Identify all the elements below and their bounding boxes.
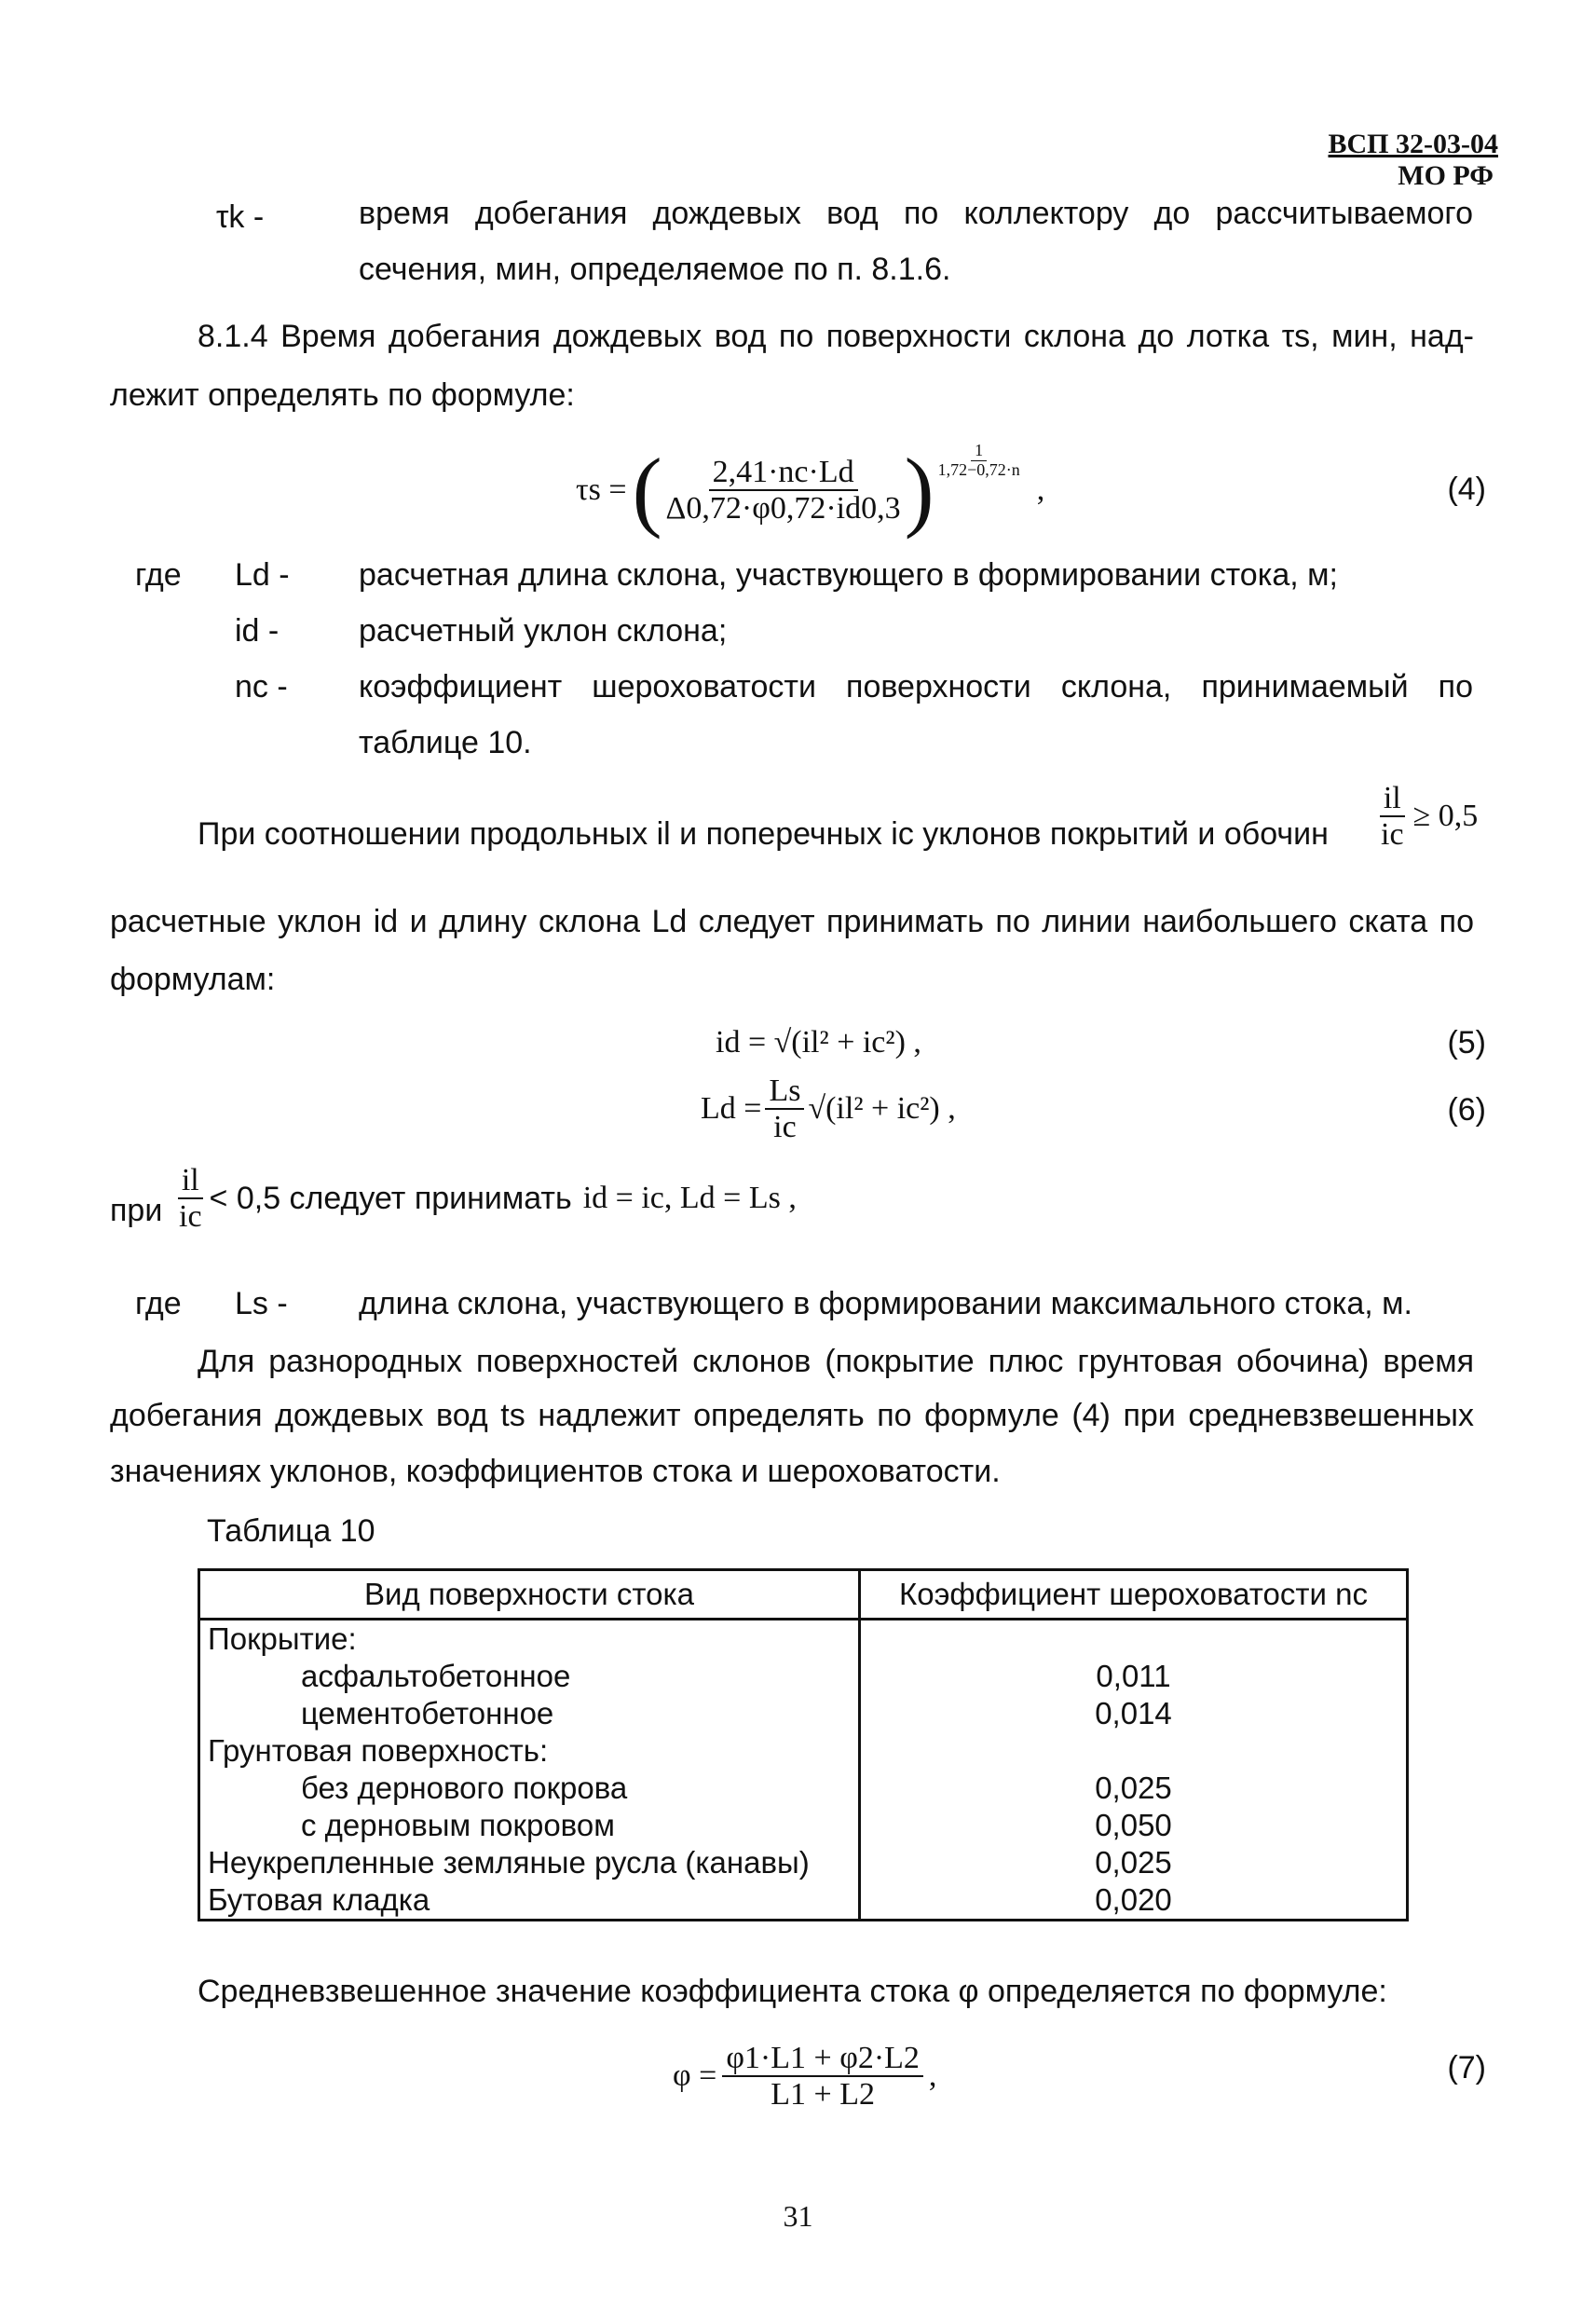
para-design-line1: расчетные уклон id и длину склона Ld следует принимать по линии наибольшего ската по: [110, 904, 1474, 939]
pri-den: ic: [179, 1199, 202, 1235]
symbol-Ld: Ld -: [235, 557, 290, 593]
pri-num: il: [178, 1163, 203, 1199]
value-cell: 0,011: [860, 1658, 1408, 1695]
table-row: [199, 1881, 1408, 1921]
formula-7-lhs: φ =: [673, 2058, 717, 2094]
formula-6-fraction: [765, 1073, 804, 1145]
formula-7: [673, 2041, 936, 2113]
formula-4-denominator: Δ0,72·φ0,72·id0,3: [665, 491, 901, 526]
table-row: [199, 1807, 1408, 1844]
surface-cell: Бутовая кладка: [199, 1881, 860, 1921]
value-cell: [860, 1620, 1408, 1659]
value-cell: [860, 1732, 1408, 1770]
para-hetero-line2: добегания дождевых вод ts надлежит определять по формуле (4) при средневзвешенных: [110, 1398, 1474, 1433]
para-8-1-4-line2: лежит определять по формуле:: [110, 377, 575, 413]
formula-4-lhs: τs =: [576, 472, 627, 507]
column-header-roughness-text: Коэффициент шероховатости nc: [899, 1577, 1368, 1611]
where2-label: где: [135, 1286, 182, 1321]
equation-number-5: (5): [1447, 1025, 1486, 1060]
surface-cell: с дерновым покровом: [199, 1807, 860, 1844]
value-cell: 0,025: [860, 1844, 1408, 1881]
definition-nc-cont: таблице 10.: [359, 725, 532, 760]
table-row: [199, 1620, 1408, 1659]
table-caption: Таблица 10: [207, 1513, 375, 1549]
pri-text: < 0,5 следует принимать: [209, 1180, 572, 1216]
formula-4: [576, 440, 1045, 540]
table-row: [199, 1695, 1408, 1732]
para-hetero-line1: Для разнородных поверхностей склонов (покрытие плюс грунтовая обочина) время: [198, 1344, 1474, 1379]
surface-cell: Покрытие:: [199, 1620, 860, 1659]
surface-cell: без дернового покрова: [199, 1770, 860, 1807]
surface-cell: Грунтовая поверхность:: [199, 1732, 860, 1770]
formula-7-den: L1 + L2: [771, 2077, 875, 2113]
value-cell: 0,020: [860, 1881, 1408, 1921]
paren-right: ): [904, 440, 934, 540]
symbol-Ls: Ls -: [235, 1286, 288, 1321]
formula-6-rest: √(il² + ic²) ,: [808, 1091, 956, 1127]
pri-word: при: [110, 1193, 163, 1228]
formula-6: [701, 1073, 956, 1145]
table-row: [199, 1844, 1408, 1881]
tau-k-text-line2: сечения, мин, определяемое по п. 8.1.6.: [359, 252, 951, 287]
column-header-roughness: [860, 1570, 1408, 1620]
formula-4-comma: ,: [1036, 472, 1045, 507]
definition-nc: коэффициент шероховатости поверхности склона, принимаемый по: [359, 669, 1473, 704]
ratio-fraction: [1377, 781, 1408, 853]
table-row: [199, 1732, 1408, 1770]
formula-7-comma: ,: [928, 2058, 937, 2094]
para-ratio: При соотношении продольных il и поперечных ic уклонов покрытий и обочин: [198, 816, 1329, 852]
ratio-condition: [1377, 781, 1478, 853]
equation-number-6: (6): [1447, 1092, 1486, 1128]
para-8-1-4-line1: 8.1.4 Время добегания дождевых вод по поверхности склона до лотка τs, мин, над-: [198, 319, 1474, 354]
table-row: [199, 1770, 1408, 1807]
para-hetero-line3: значениях уклонов, коэффициентов стока и шероховатости.: [110, 1454, 1001, 1489]
definition-id: расчетный уклон склона;: [359, 613, 728, 649]
pri-fraction: [175, 1163, 206, 1235]
roughness-table: [198, 1568, 1409, 1921]
table-header-row: [199, 1570, 1408, 1620]
para-design-line2: формулам:: [110, 962, 276, 997]
ratio-den: ic: [1381, 817, 1404, 853]
formula-4-fraction: [662, 455, 905, 526]
formula-6-lhs: Ld =: [701, 1091, 762, 1127]
page-number: 31: [783, 2199, 813, 2233]
formula-7-fraction: [722, 2041, 923, 2113]
pri-condition: [175, 1163, 797, 1235]
symbol-nc: nc -: [235, 669, 288, 704]
where-label: где: [135, 557, 182, 593]
formula-6-num: Ls: [765, 1073, 804, 1110]
value-cell: 0,050: [860, 1807, 1408, 1844]
paren-left: (: [632, 440, 662, 540]
formula-4-exponent: [934, 442, 1024, 480]
ratio-cond: ≥ 0,5: [1412, 799, 1479, 834]
definition-Ld: расчетная длина склона, участвующего в формировании стока, м;: [359, 557, 1338, 593]
surface-cell: Неукрепленные земляные русла (канавы): [199, 1844, 860, 1881]
column-header-surface: Вид поверхности стока: [199, 1570, 860, 1620]
surface-cell: асфальтобетонное: [199, 1658, 860, 1695]
formula-5: id = √(il² + ic²) ,: [716, 1025, 921, 1060]
formula-6-den: ic: [773, 1110, 797, 1145]
surface-cell: цементобетонное: [199, 1695, 860, 1732]
equation-number-4: (4): [1447, 472, 1486, 507]
value-cell: 0,025: [860, 1770, 1408, 1807]
para-phi: Средневзвешенное значение коэффициента стока φ определяется по формуле:: [198, 1974, 1387, 2009]
ratio-num: il: [1380, 781, 1405, 817]
tau-k-text-line1: время добегания дождевых вод по коллектору до рассчитываемого: [359, 196, 1473, 231]
table-row: [199, 1658, 1408, 1695]
formula-7-num: φ1·L1 + φ2·L2: [722, 2041, 923, 2077]
document-code: ВСП 32-03-04: [1328, 129, 1498, 159]
pri-rest: id = ic, Ld = Ls ,: [582, 1181, 797, 1216]
value-cell: 0,014: [860, 1695, 1408, 1732]
equation-number-7: (7): [1447, 2050, 1486, 2085]
definition-Ls: длина склона, участвующего в формировании максимального стока, м.: [359, 1286, 1412, 1321]
symbol-id: id -: [235, 613, 280, 649]
formula-4-exponent-num: 1: [971, 442, 987, 461]
formula-4-exponent-den: 1,72−0,72·n: [937, 459, 1020, 479]
formula-4-numerator: 2,41·nc·Ld: [709, 455, 858, 491]
organization: МО РФ: [1398, 160, 1494, 191]
tau-k-symbol: τk -: [216, 199, 265, 235]
